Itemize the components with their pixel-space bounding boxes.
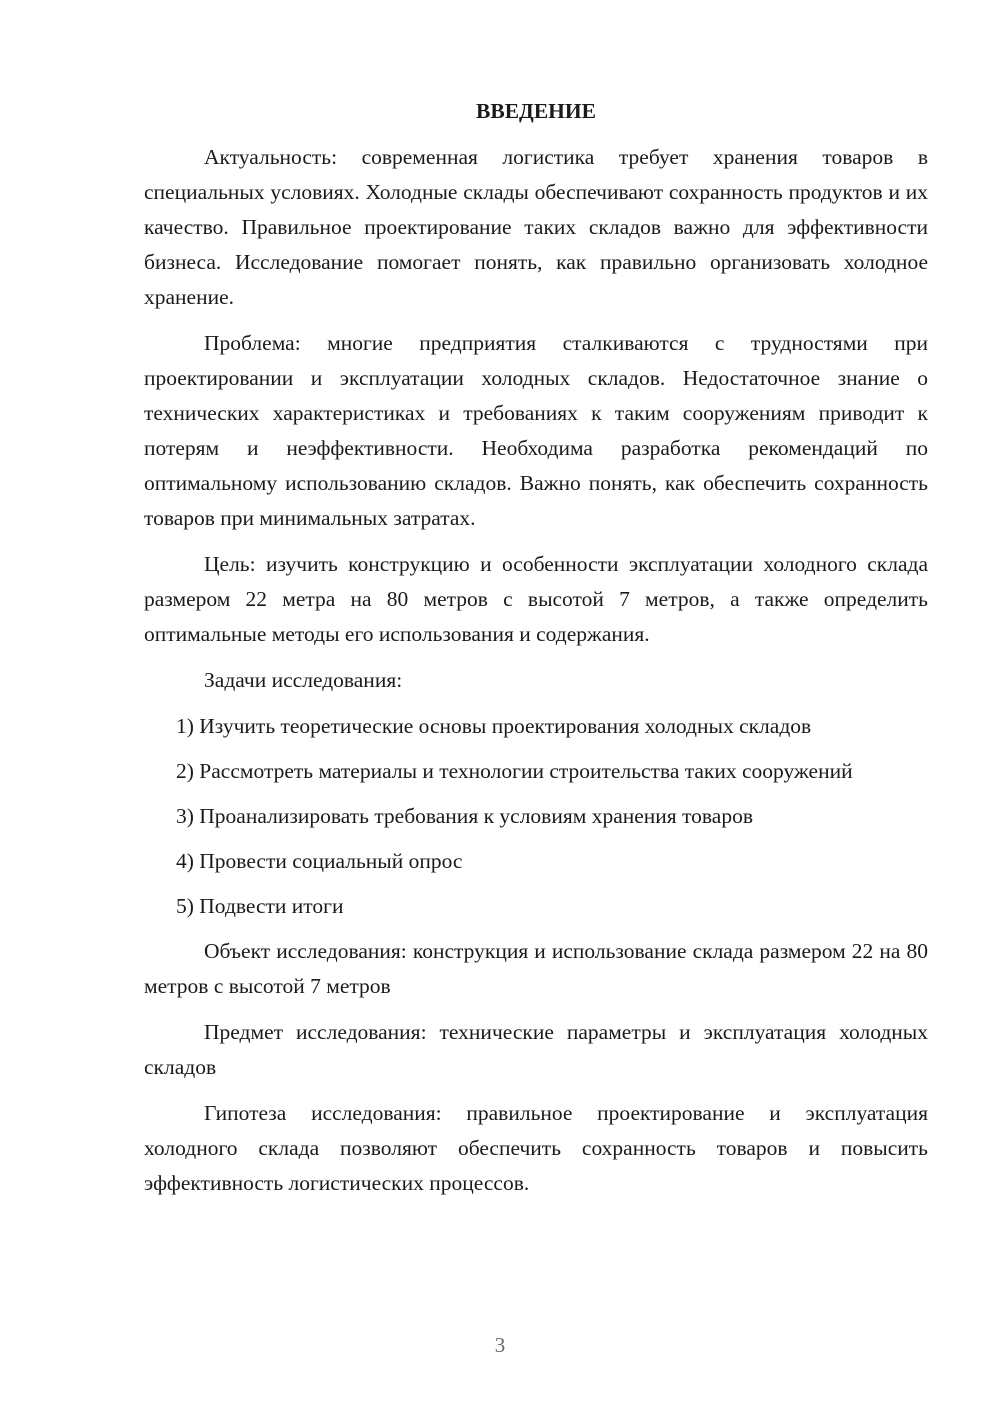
paragraph-problem: Проблема: многие предприятия сталкиваются с трудностями при проектировании и эксплуатации холодных складов. Недостаточное знание о технических характеристиках и требованиях к таким сооружениям приводит к потерям и неэффективности. Необходима разработка рекомендаций по оптимальному использованию складов. Важно понять, как обеспечить сохранность товаров при минимальных затратах.: [144, 331, 928, 530]
task-item: 1) Изучить теоретические основы проектирования холодных складов: [176, 714, 812, 738]
paragraph-object: Объект исследования: конструкция и использование склада размером 22 на 80 метров с высотой 7 метров: [144, 939, 928, 998]
paragraph-tasks-heading: Задачи исследования:: [204, 668, 403, 692]
task-item: 3) Проанализировать требования к условиям хранения товаров: [176, 804, 753, 828]
paragraph-subject: Предмет исследования: технические параметры и эксплуатация холодных складов: [144, 1020, 928, 1079]
paragraph-goal: Цель: изучить конструкцию и особенности эксплуатации холодного склада размером 22 метра на 80 метров с высотой 7 метров, а также определить оптимальные методы его использования и содержания.: [144, 552, 928, 646]
task-item: 5) Подвести итоги: [176, 894, 344, 918]
paragraph-hypothesis: Гипотеза исследования: правильное проектирование и эксплуатация холодного склада позволяют обеспечить сохранность товаров и повысить эффективность логистических процессов.: [144, 1101, 928, 1195]
page-number: 3: [494, 1333, 506, 1357]
paragraph-relevance: Актуальность: современная логистика требует хранения товаров в специальных условиях. Холодные склады обеспечивают сохранность продуктов и их качество. Правильное проектирование таких складов важно для эффективности бизнеса. Исследование помогает понять, как правильно организовать холодное хранение.: [144, 145, 928, 309]
task-item: 2) Рассмотреть материалы и технологии строительства таких сооружений: [176, 759, 853, 783]
page-title: ВВЕДЕНИЕ: [476, 99, 596, 123]
task-item: 4) Провести социальный опрос: [176, 849, 463, 873]
document-page: [144, 96, 928, 1212]
